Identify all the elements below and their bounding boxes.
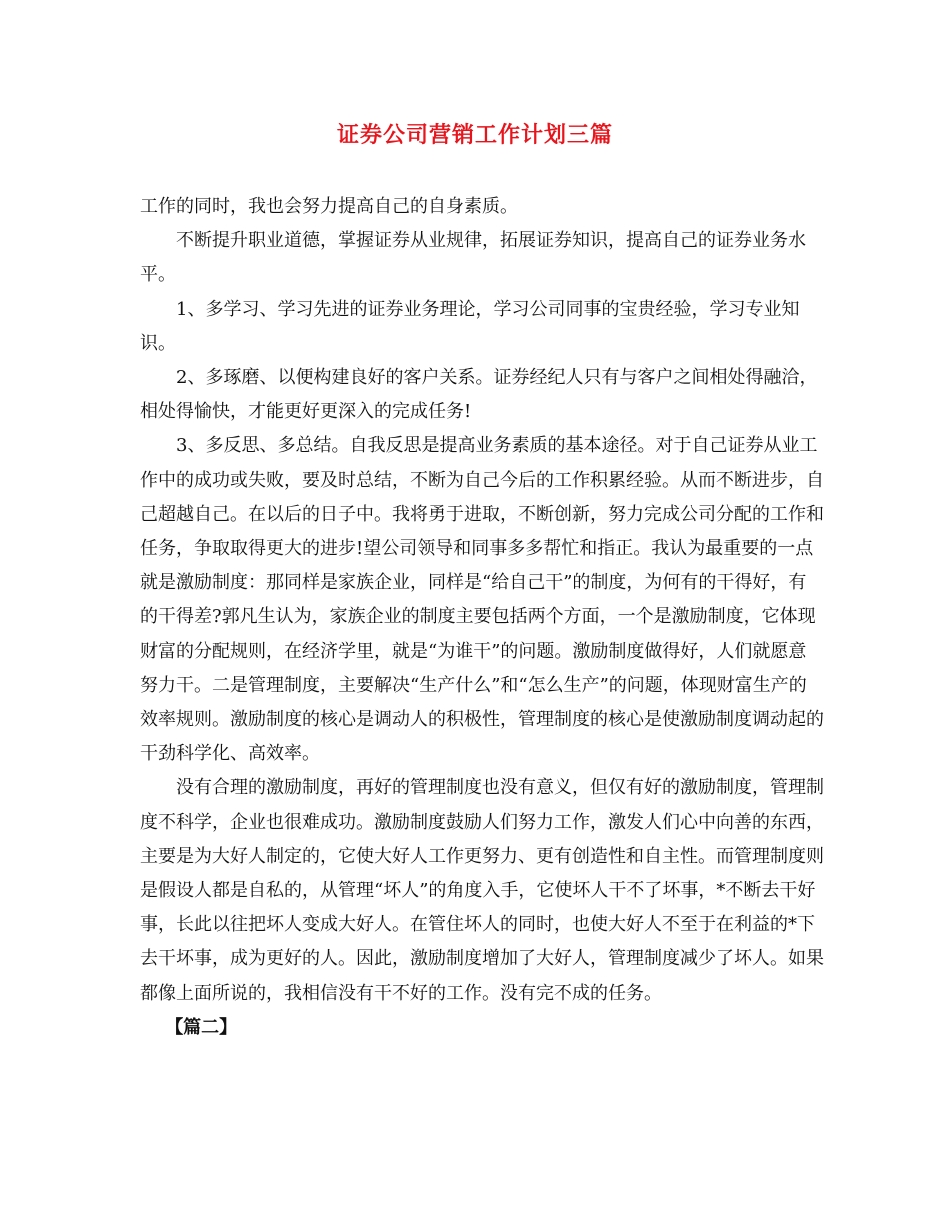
section-heading-part-two: 【篇二】 bbox=[165, 1016, 238, 1038]
paragraph-item-3: 3、多反思、多总结。自我反思是提高业务素质的基本途径。对于自己证券从业工作中的成功或失败，要及时总结，不断为自己今后的工作积累经验。从而不断进步，自己超越自己。在以后的日子中。我将勇于进取，不断创新，努力完成公司分配的工作和任务，争取取得更大的进步!望公司领导和同事多多帮忙和指正。我认为最重要的一点就是激励制度：那同样是家族企业，同样是“给自己干”的制度，为何有的干得好，有的干得差?郭凡生认为，家族企业的制度主要包括两个方面，一个是激励制度，它体现财富的分配规则，在经济学里，就是“为谁干”的问题。激励制度做得好，人们就愿意努力干。二是管理制度，主要解决“生产什么”和“怎么生产”的问题，体现财富生产的效率规则。激励制度的核心是调动人的积极性，管理制度的核心是使激励制度调动起的干劲科学化、高效率。 bbox=[140, 435, 824, 765]
paragraph-item-1: 1、多学习、学习先进的证券业务理论，学习公司同事的宝贵经验，学习专业知识。 bbox=[140, 298, 800, 354]
paragraph-continuation: 工作的同时，我也会努力提高自己的自身素质。 bbox=[140, 196, 518, 217]
paragraph-incentive-system: 没有合理的激励制度，再好的管理制度也没有意义，但仅有好的激励制度，管理制度不科学，企业也很难成功。激励制度鼓励人们努力工作，激发人们心中向善的东西，主要是为大好人制定的，它使大好人工作更努力、更有创造性和自主性。而管理制度则是假设人都是自私的，从管理“坏人”的角度入手，它使坏人干不了坏事，*不断去干好事，长此以往把坏人变成大好人。在管住坏人的同时，也使大好人不至于在利益的*下去干坏事，成为更好的人。因此，激励制度增加了大好人，管理制度减少了坏人。如果都像上面所说的，我相信没有干不好的工作。没有完不成的任务。 bbox=[140, 777, 824, 1004]
document-body bbox=[140, 190, 824, 1045]
paragraph-professional-ethics: 不断提升职业道德，掌握证券从业规律，拓展证券知识，提高自己的证券业务水平。 bbox=[140, 230, 806, 286]
document-title: 证券公司营销工作计划三篇 bbox=[336, 122, 613, 148]
paragraph-item-2: 2、多琢磨、以便构建良好的客户关系。证券经纪人只有与客户之间相处得融洽，相处得愉快，才能更好更深入的完成任务! bbox=[140, 367, 818, 423]
